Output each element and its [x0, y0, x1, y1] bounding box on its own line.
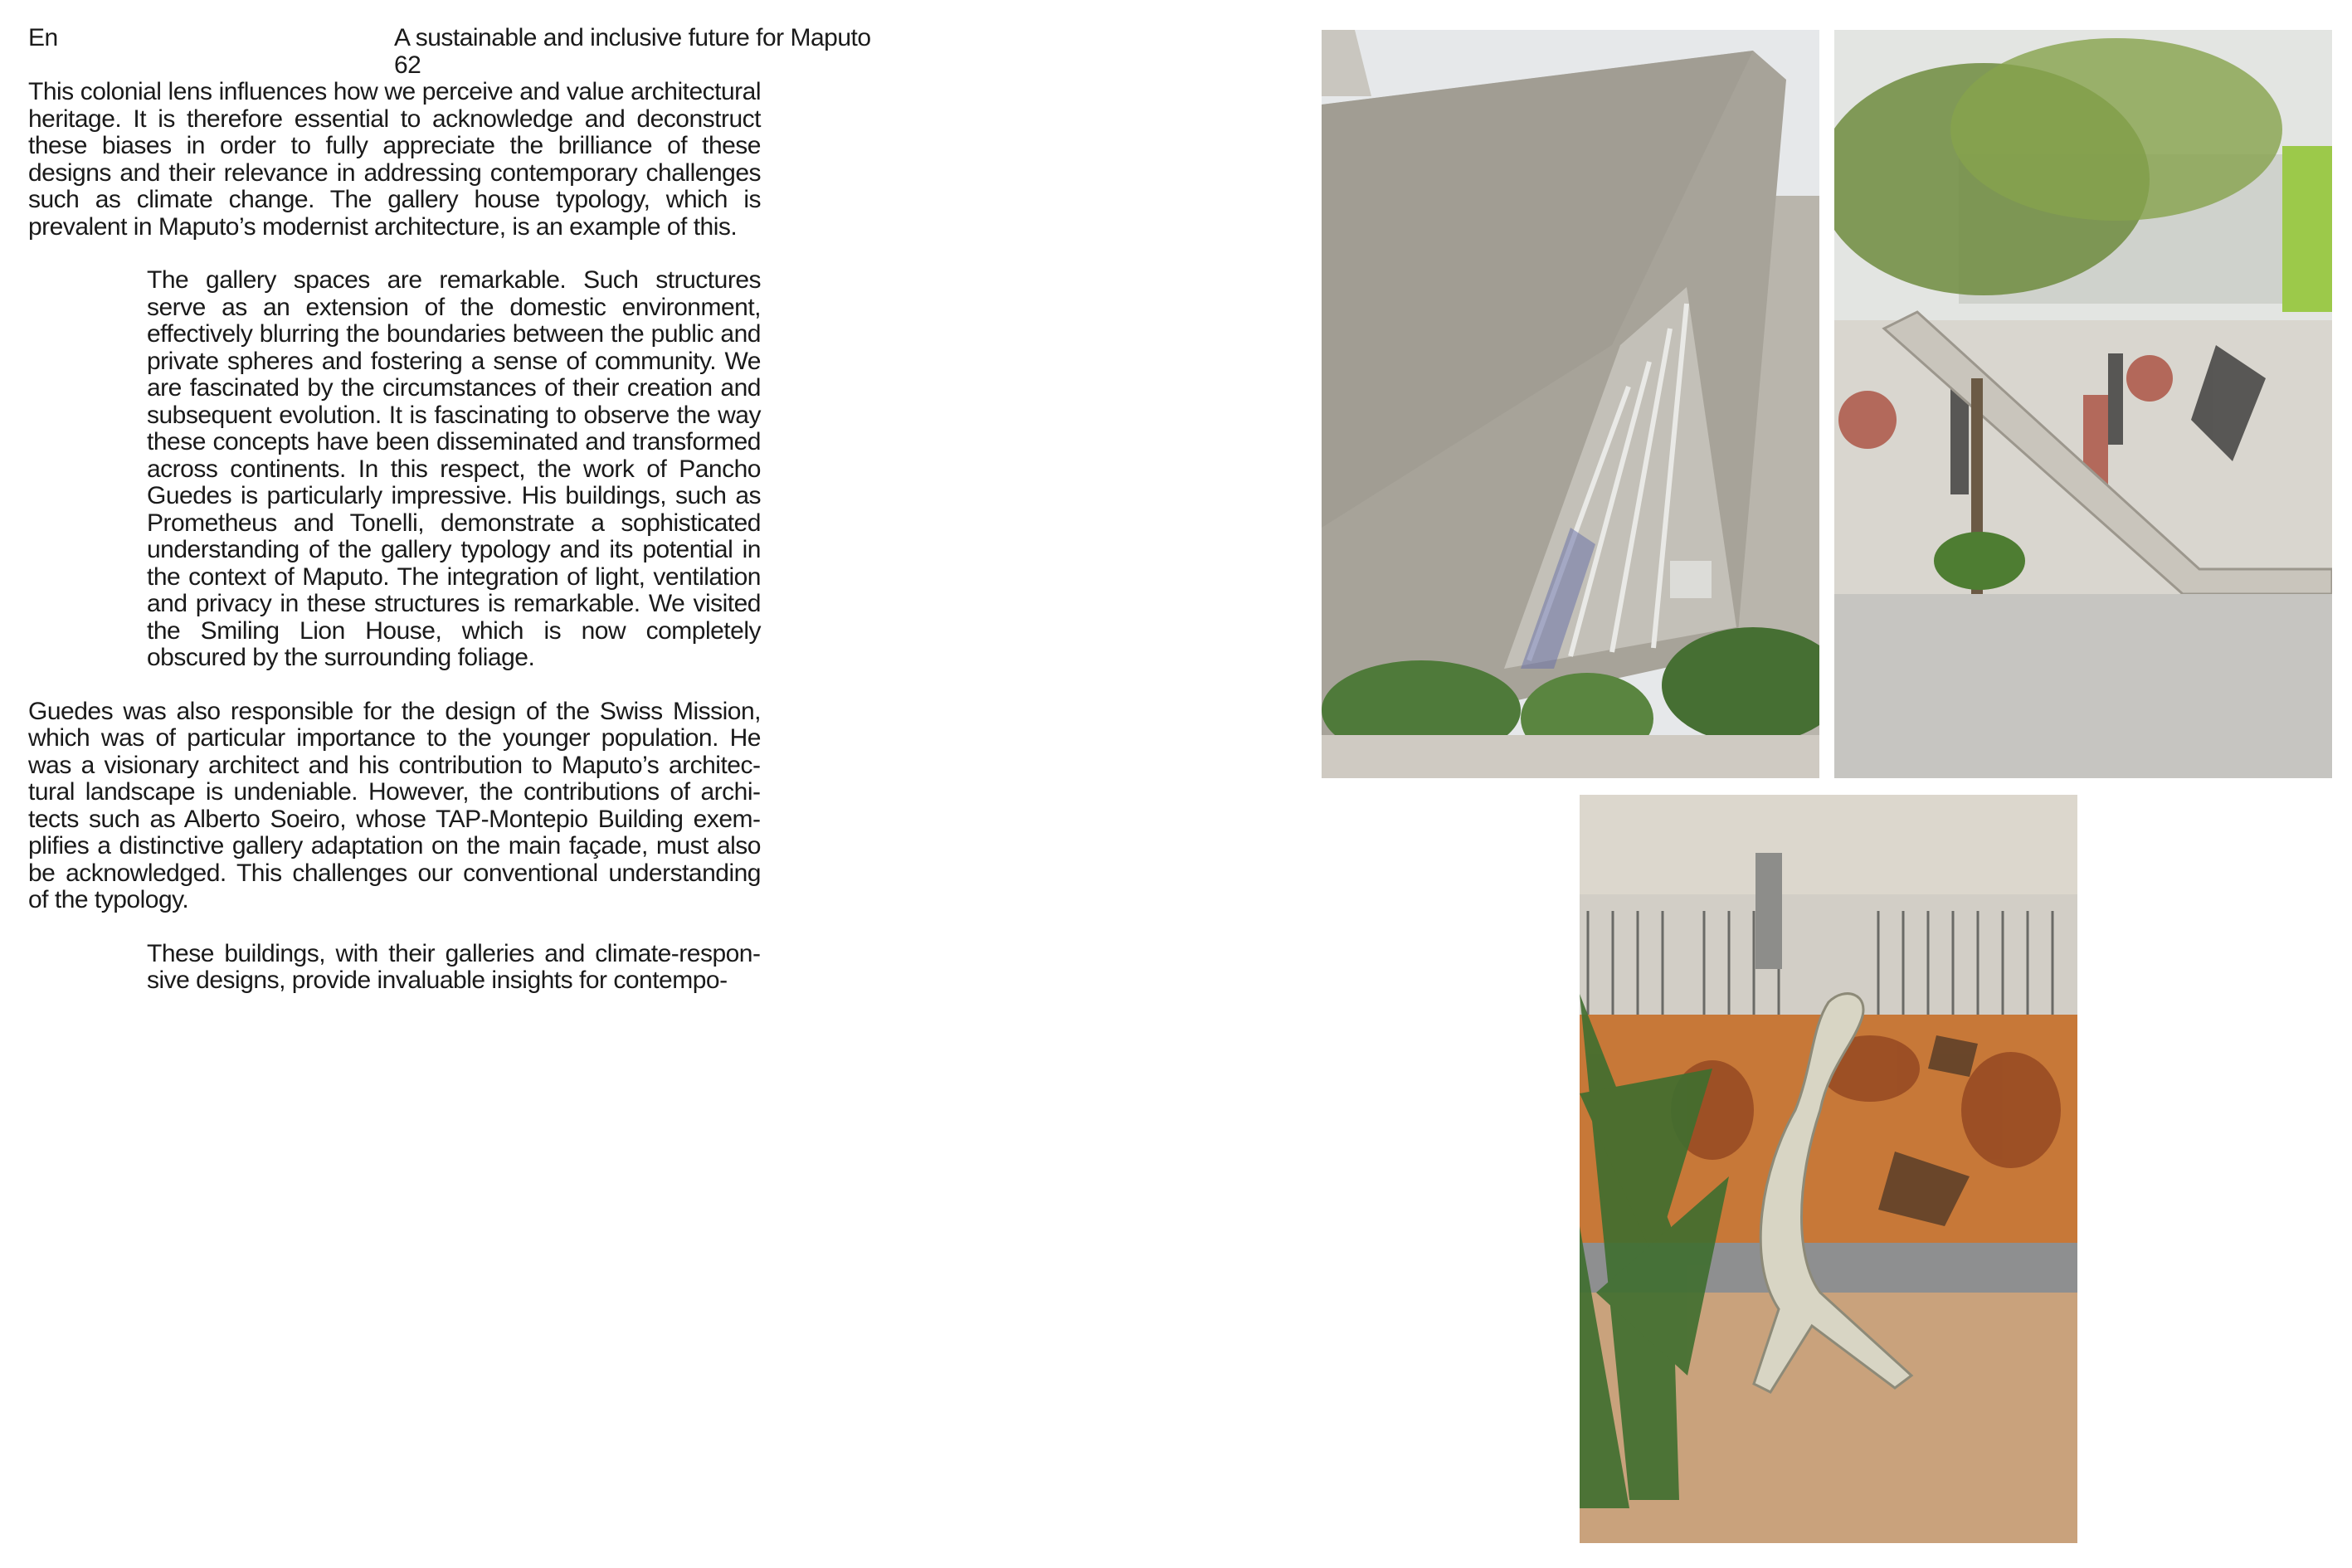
paragraph: This colonial lens influences how we perceive and value architectural heritage. It is therefore essential to acknowledge and deconstruct these biases in order to fully appreciate the brilliance of these designs and their relevance in addressing contemporary challenges such as climate change. The gallery house typology, which is prevalent in Maputo’s modernist architecture, is an example of this. [28, 78, 761, 241]
running-title: A sustainable and inclusive future for Maputo [394, 24, 871, 51]
language-label: En [28, 24, 58, 51]
paragraph-indented: These buildings, with their galleries and climate-responsive designs, provide invaluable insights for contempo- [147, 939, 761, 994]
mural-staircase-photo [1834, 30, 2332, 778]
running-head [394, 25, 975, 79]
body-text-column [28, 79, 761, 1021]
church-facade-photo [1322, 30, 1819, 778]
paragraph: Guedes was also responsible for the design of the Swiss Mission, which was of particular importance to the younger population. He was a visionary architect and his contribution to Maputo’s architectural landscape is undeniable. However, the contributions of architects such as Alberto Soeiro, whose TAP-Montepio Building exemplifies a distinctive gallery adaptation on the main façade, must also be acknowledged. This challenges our conventional understanding of the typology. [28, 697, 761, 913]
page-number: 62 [394, 51, 421, 79]
paragraph-indented: The gallery spaces are remarkable. Such structures serve as an extension of the domestic environment, effectively blurring the boundaries between the public and private spheres and fostering a sense of community. We are fascinated by the circumstances of their creation and subsequent evolution. It is fascinating to observe the way these concepts have been disseminated and transformed across continents. In this respect, the work of Pancho Guedes is particularly impressive. His buildings, such as Prometheus and Tonelli, demonstrate a sophisticated understanding of the gallery typology and its potential in the context of Maputo. The integration of light, ventilation and privacy in these structures is remarkable. We visited the Smiling Lion House, which is now completely obscured by the surrounding foliage. [147, 266, 761, 671]
dinosaur-sculpture-photo [1580, 795, 2077, 1543]
